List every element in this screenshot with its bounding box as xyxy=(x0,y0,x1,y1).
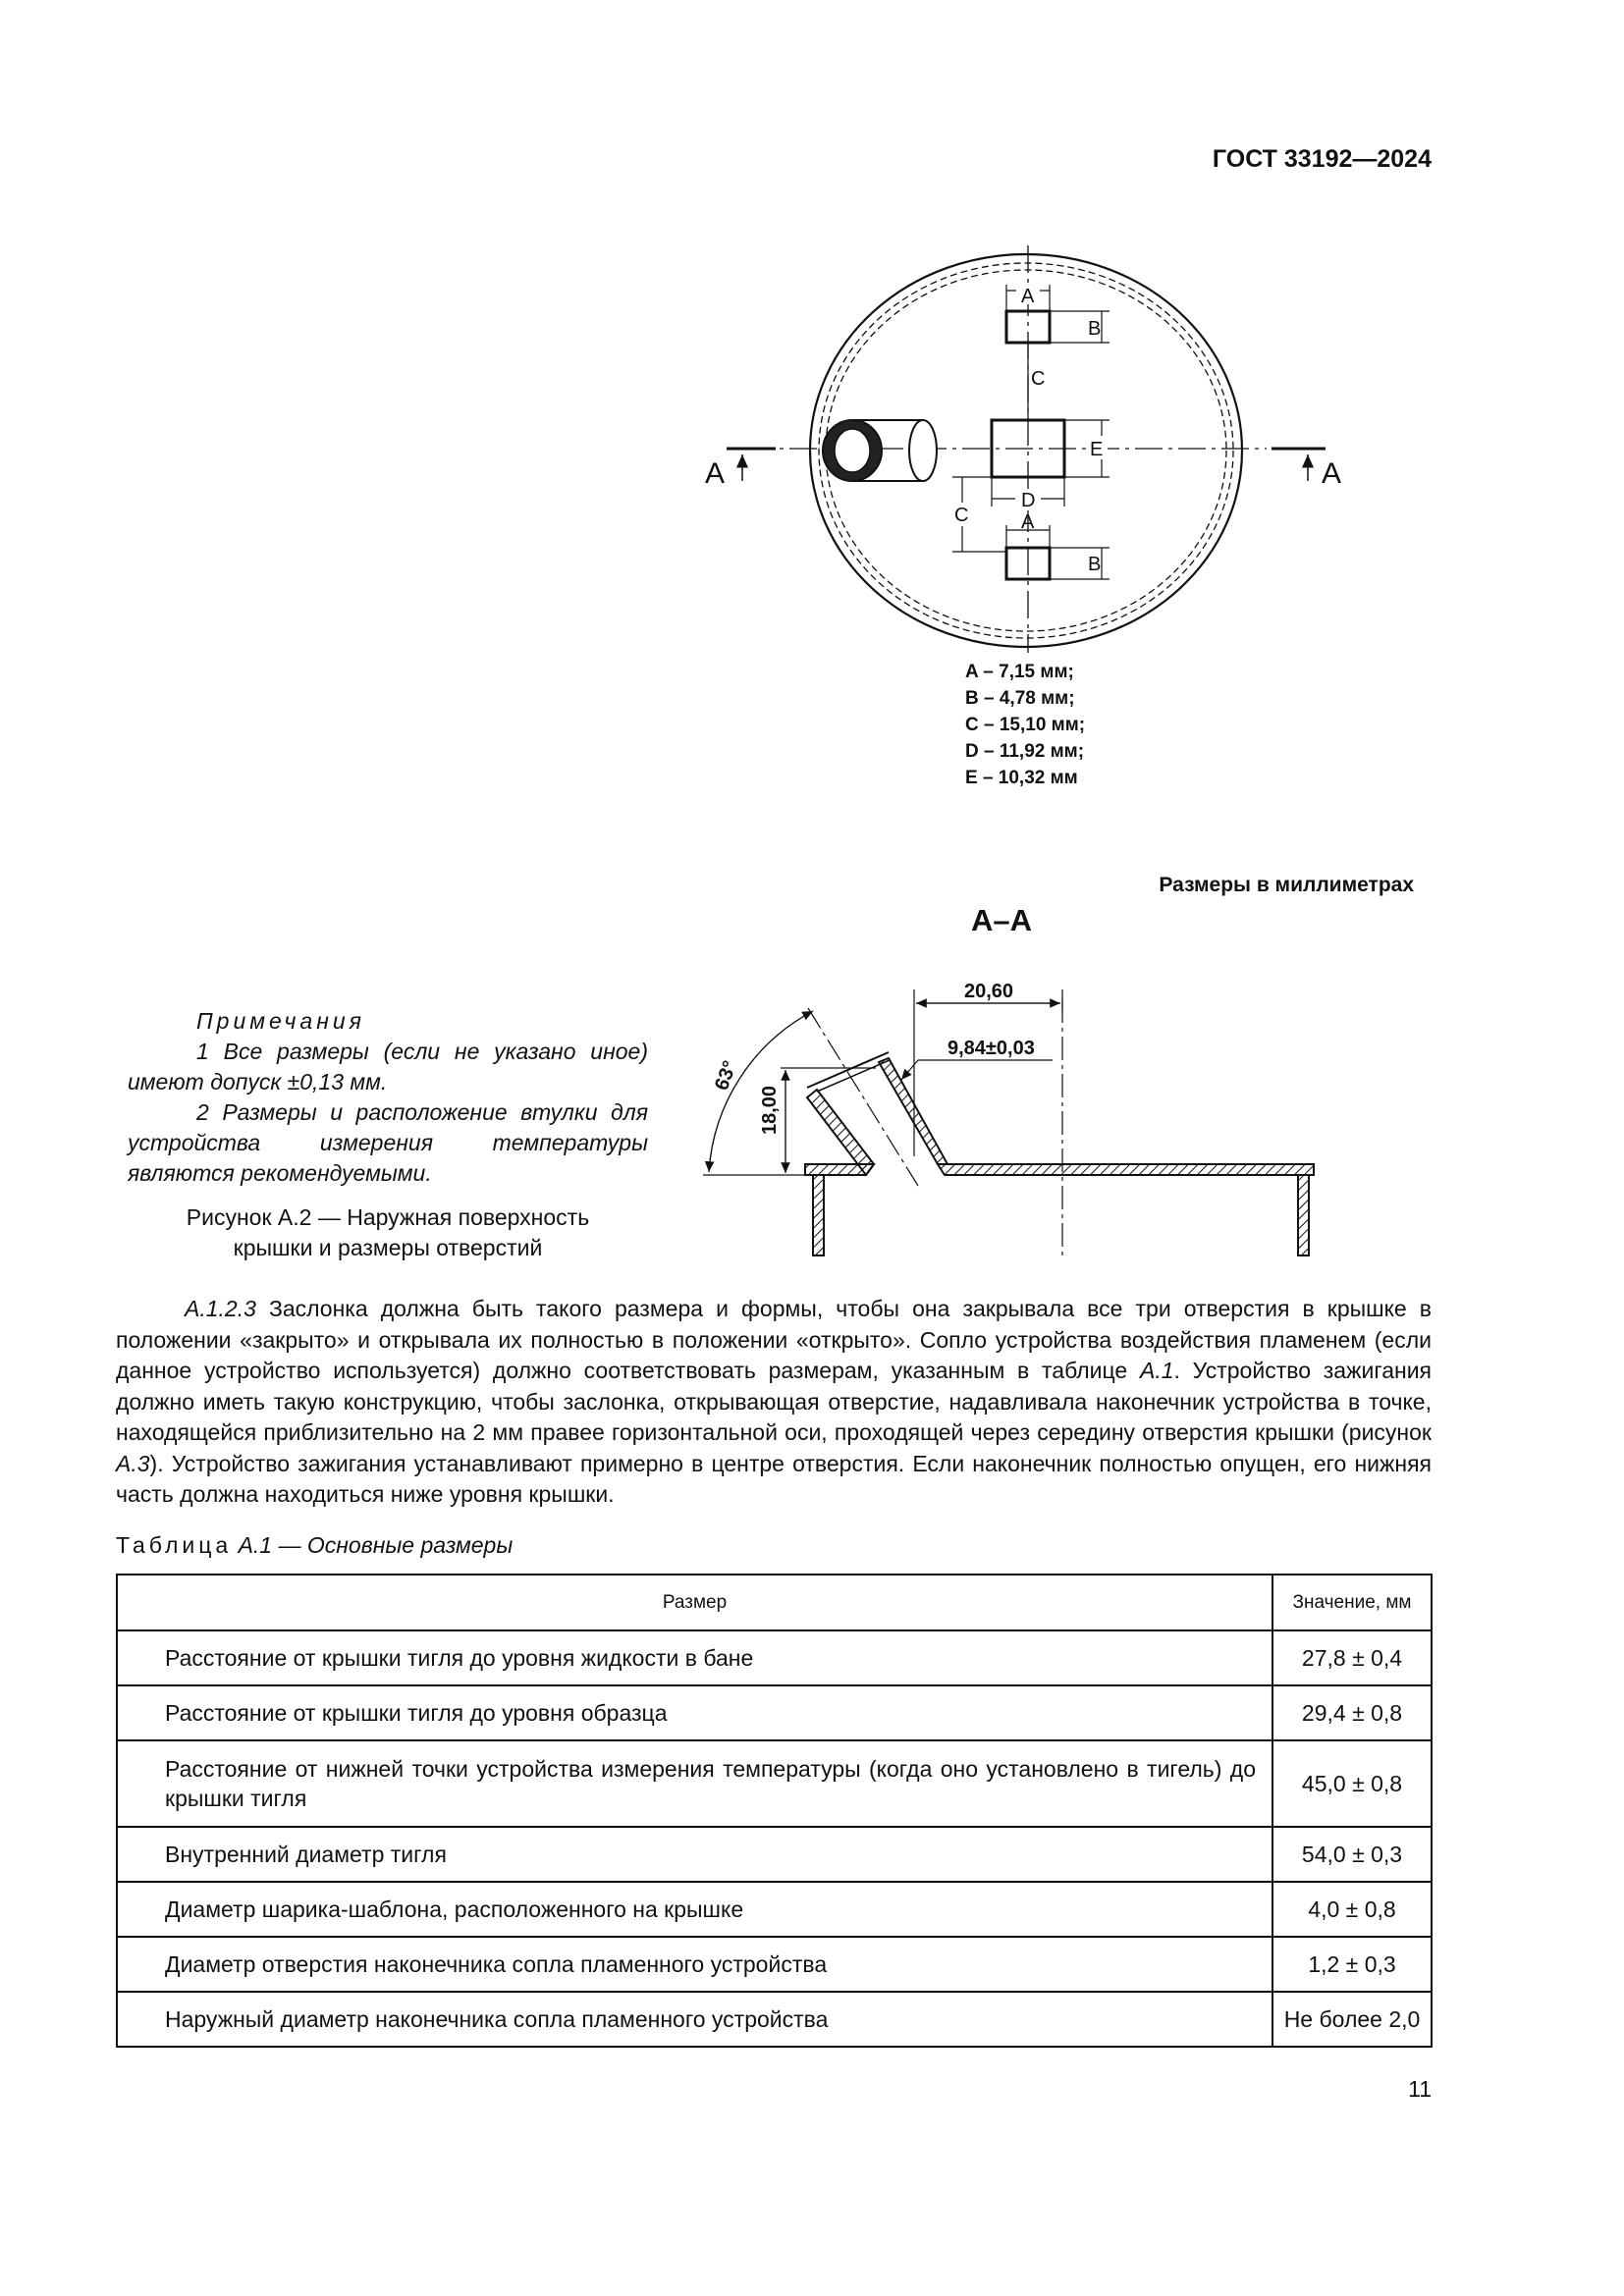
table-cell-parameter: Наружный диаметр наконечника сопла пламенного устройства xyxy=(117,1992,1272,2047)
section-title: А–А xyxy=(970,903,1032,937)
table-cell-value: 29,4 ± 0,8 xyxy=(1272,1685,1432,1740)
label-c-top: C xyxy=(1031,368,1046,390)
table-cell-parameter: Диаметр шарика-шаблона, расположенного на крышке xyxy=(117,1882,1272,1937)
table-cell-parameter: Расстояние от крышки тигля до уровня образца xyxy=(117,1685,1272,1740)
figure-caption-line: Рисунок А.2 — Наружная поверхность xyxy=(186,1204,590,1230)
sleeve-left-wall xyxy=(807,1090,874,1175)
page-number: 11 xyxy=(1408,2076,1432,2102)
label-b-top: B xyxy=(1088,318,1102,340)
section-view-figure xyxy=(687,967,1335,1271)
table-cell-parameter: Расстояние от нижней точки устройства измерения температуры (когда оно установлено в тигель) до крышки тигля xyxy=(117,1740,1272,1827)
paragraph-text: . Устройство зажигания должно иметь такую конструкцию, чтобы заслонка, открывающая отверстие, надавливала наконечник устройства в точке, находящейся приблизительно на 2 мм правее горизонтальной оси, проходящей через середину отверстия крышки (рисунок xyxy=(116,1358,1432,1445)
table-cell-value: 27,8 ± 0,4 xyxy=(1272,1630,1432,1685)
notes-heading: Примечания xyxy=(196,1008,365,1034)
table-row xyxy=(117,1992,1432,2047)
table-cell-value: Не более 2,0 xyxy=(1272,1992,1432,2047)
table-header-row xyxy=(117,1575,1432,1630)
column-header: Размер xyxy=(117,1575,1272,1630)
table-cell-value: 45,0 ± 0,8 xyxy=(1272,1740,1432,1827)
units-note: Размеры в миллиметрах xyxy=(1159,874,1414,896)
legend-line: D – 11,92 мм; xyxy=(965,741,1085,762)
wall-left xyxy=(813,1175,824,1255)
table-cell-value: 1,2 ± 0,3 xyxy=(1272,1937,1432,1992)
figure-caption-line: крышки и размеры отверстий xyxy=(233,1235,543,1260)
table-cell-parameter: Внутренний диаметр тигля xyxy=(117,1827,1272,1882)
label-c-bottom: C xyxy=(954,505,969,526)
dim-width-label: 20,60 xyxy=(964,981,1014,1002)
legend-line: A – 7,15 мм; xyxy=(965,662,1074,682)
table-cell-parameter: Диаметр отверстия наконечника сопла пламенного устройства xyxy=(117,1937,1272,1992)
table-cell-value: 54,0 ± 0,3 xyxy=(1272,1827,1432,1882)
table-row xyxy=(117,1827,1432,1882)
note-item: 1 Все размеры (если не указано иное) имеют допуск ±0,13 мм. xyxy=(128,1039,648,1095)
dimensions-table xyxy=(116,1574,1433,2048)
figure-notes xyxy=(128,1006,648,1189)
body-paragraph xyxy=(116,1294,1432,1511)
sleeve-right-wall xyxy=(879,1058,947,1164)
table-row xyxy=(117,1882,1432,1937)
standard-header: ГОСТ 33192—2024 xyxy=(1212,145,1432,173)
legend-line: E – 10,32 мм xyxy=(965,768,1078,788)
figure-reference: А.3 xyxy=(116,1450,150,1476)
label-b-bottom: B xyxy=(1088,554,1102,575)
table-caption-title: А.1 — Основные размеры xyxy=(238,1532,514,1558)
label-a-top: A xyxy=(1021,286,1035,307)
table-caption-word: Таблица xyxy=(116,1532,233,1558)
clause-number: А.1.2.3 xyxy=(185,1296,256,1321)
note-item: 2 Размеры и расположение втулки для устройства измерения температуры являются рекомендуемыми. xyxy=(128,1099,648,1186)
label-d: D xyxy=(1021,490,1036,511)
label-a-bottom: A xyxy=(1021,511,1035,533)
section-mark-left: A xyxy=(705,457,726,490)
lid-plate-right xyxy=(938,1164,1314,1175)
paragraph-text: ). Устройство зажигания устанавливают примерно в центре отверстия. Если наконечник полностью опущен, его нижняя часть должна находиться ниже уровня крышки. xyxy=(116,1450,1432,1507)
wall-right xyxy=(1298,1175,1309,1255)
lid-top-view-figure xyxy=(687,236,1394,677)
figure-caption xyxy=(128,1202,648,1263)
column-header: Значение, мм xyxy=(1272,1575,1432,1630)
section-mark-right: A xyxy=(1322,457,1342,490)
legend-line: C – 15,10 мм; xyxy=(965,715,1086,735)
dim-angle-label: 63° xyxy=(711,1057,742,1094)
table-reference: А.1 xyxy=(1139,1358,1174,1383)
table-row xyxy=(117,1685,1432,1740)
table-caption xyxy=(116,1532,513,1559)
label-e: E xyxy=(1090,439,1104,460)
table-row xyxy=(117,1630,1432,1685)
table-row xyxy=(117,1937,1432,1992)
legend-line: B – 4,78 мм; xyxy=(965,688,1075,709)
table-cell-value: 4,0 ± 0,8 xyxy=(1272,1882,1432,1937)
lid-inner-dashed-2 xyxy=(826,270,1226,631)
table-row xyxy=(117,1740,1432,1827)
dim-height-label: 18,00 xyxy=(759,1085,781,1135)
dim-hole-label: 9,84±0,03 xyxy=(947,1038,1035,1059)
paragraph-text: Заслонка должна быть такого размера и формы, чтобы она закрывала все три отверстия в крышке в положении «закрыто» и открывала их полностью в положении «открыто». Сопло устройства воздействия пламенем (если данное устройство используется) должно соответствовать размерам, указанным в таблице xyxy=(116,1296,1432,1383)
thermometer-sleeve xyxy=(823,420,937,481)
table-cell-parameter: Расстояние от крышки тигля до уровня жидкости в бане xyxy=(117,1630,1272,1685)
dimension-legend xyxy=(965,659,1085,791)
